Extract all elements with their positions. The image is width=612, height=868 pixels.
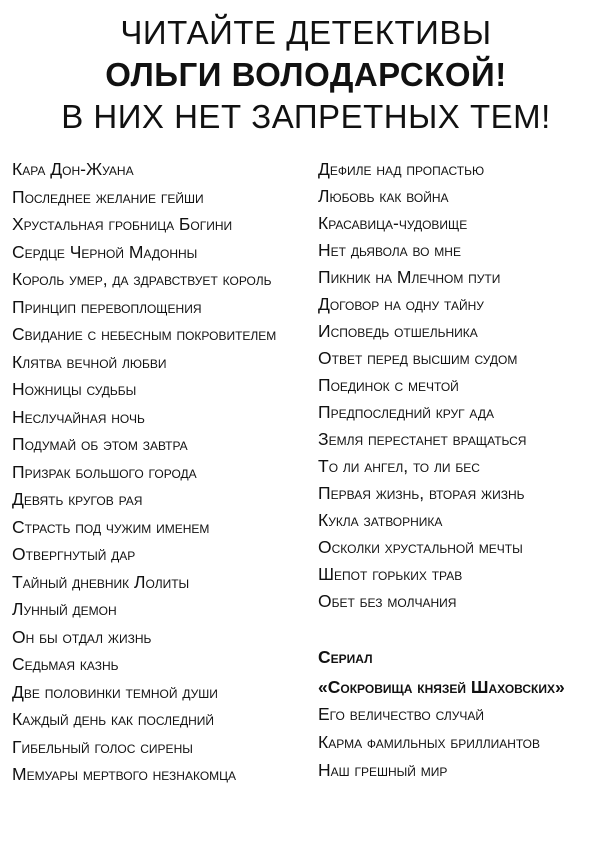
book-title: Отвергнутый дар [12,544,136,564]
series-book-title: Карма фамильных бриллиантов [318,732,540,752]
book-title: Последнее желание гейши [12,186,204,207]
book-title: Первая жизнь, вторая жизнь [318,483,525,503]
book-title: Обет без молчания [318,591,457,611]
book-title: Свидание с небесным покровителем [12,324,277,344]
series-title: «Сокровища князей Шаховских» [318,677,565,697]
book-title: Поединок с мечтой [318,375,459,395]
book-title: Он бы отдал жизнь [12,626,152,647]
book-title: Любовь как война [318,186,449,206]
header-line-3: В НИХ НЕТ ЗАПРЕТНЫХ ТЕМ! [61,98,551,135]
book-title: Подумай об этом завтра [12,434,188,454]
book-list-left [12,160,307,793]
book-title: Король умер, да здравствует король [12,269,272,289]
book-title: Ножницы судьбы [12,379,137,399]
book-title: Шепот горьких трав [318,564,463,584]
book-title: Тайный дневник Лолиты [12,571,190,592]
author-name: ОЛЬГИ ВОЛОДАРСКОЙ! [105,56,507,93]
book-title: Договор на одну тайну [318,294,484,314]
book-title: Пикник на Млечном пути [318,267,501,287]
series-book-title: Его величество случай [318,704,484,724]
book-title: Кара Дон-Жуана [12,159,134,179]
series-book-list [318,705,608,779]
series-section [318,648,608,789]
book-title: Предпоследний круг ада [318,402,494,422]
book-title: Седьмая казнь [12,654,119,674]
book-title: Две половинки темной души [12,681,218,702]
book-title: Девять кругов рая [12,489,143,509]
book-title: Страсть под чужим именем [12,516,210,537]
book-title: Принцип перевоплощения [12,296,202,317]
book-title: Исповедь отшельника [318,321,478,341]
book-title: Нет дьявола во мне [318,240,461,260]
book-title: Кукла затворника [318,510,443,530]
book-title: Каждый день как последний [12,709,215,729]
book-title: Дефиле над пропастью [318,159,485,179]
book-title: Клятва вечной любви [12,351,167,372]
book-title: Гибельный голос сирены [12,736,193,757]
series-label: Сериал [318,647,373,667]
book-title: Красавица-чудовище [318,213,468,233]
series-book-title: Наш грешный мир [318,760,448,780]
book-title: Хрустальная гробница Богини [12,214,233,234]
header-line-1: ЧИТАЙТЕ ДЕТЕКТИВЫ [120,14,492,51]
book-title: Мемуары мертвого незнакомца [12,764,237,784]
book-title: Сердце Черной Мадонны [12,241,198,262]
book-title: Осколки хрустальной мечты [318,537,523,557]
book-title: Ответ перед высшим судом [318,348,518,368]
book-title: Лунный демон [12,599,117,619]
book-title: То ли ангел, то ли бес [318,456,480,476]
book-title: Призрак большого города [12,461,197,482]
book-title: Земля перестанет вращаться [318,429,527,449]
book-title: Неслучайная ночь [12,406,145,427]
promo-header [0,12,612,138]
book-list-right [318,160,608,619]
